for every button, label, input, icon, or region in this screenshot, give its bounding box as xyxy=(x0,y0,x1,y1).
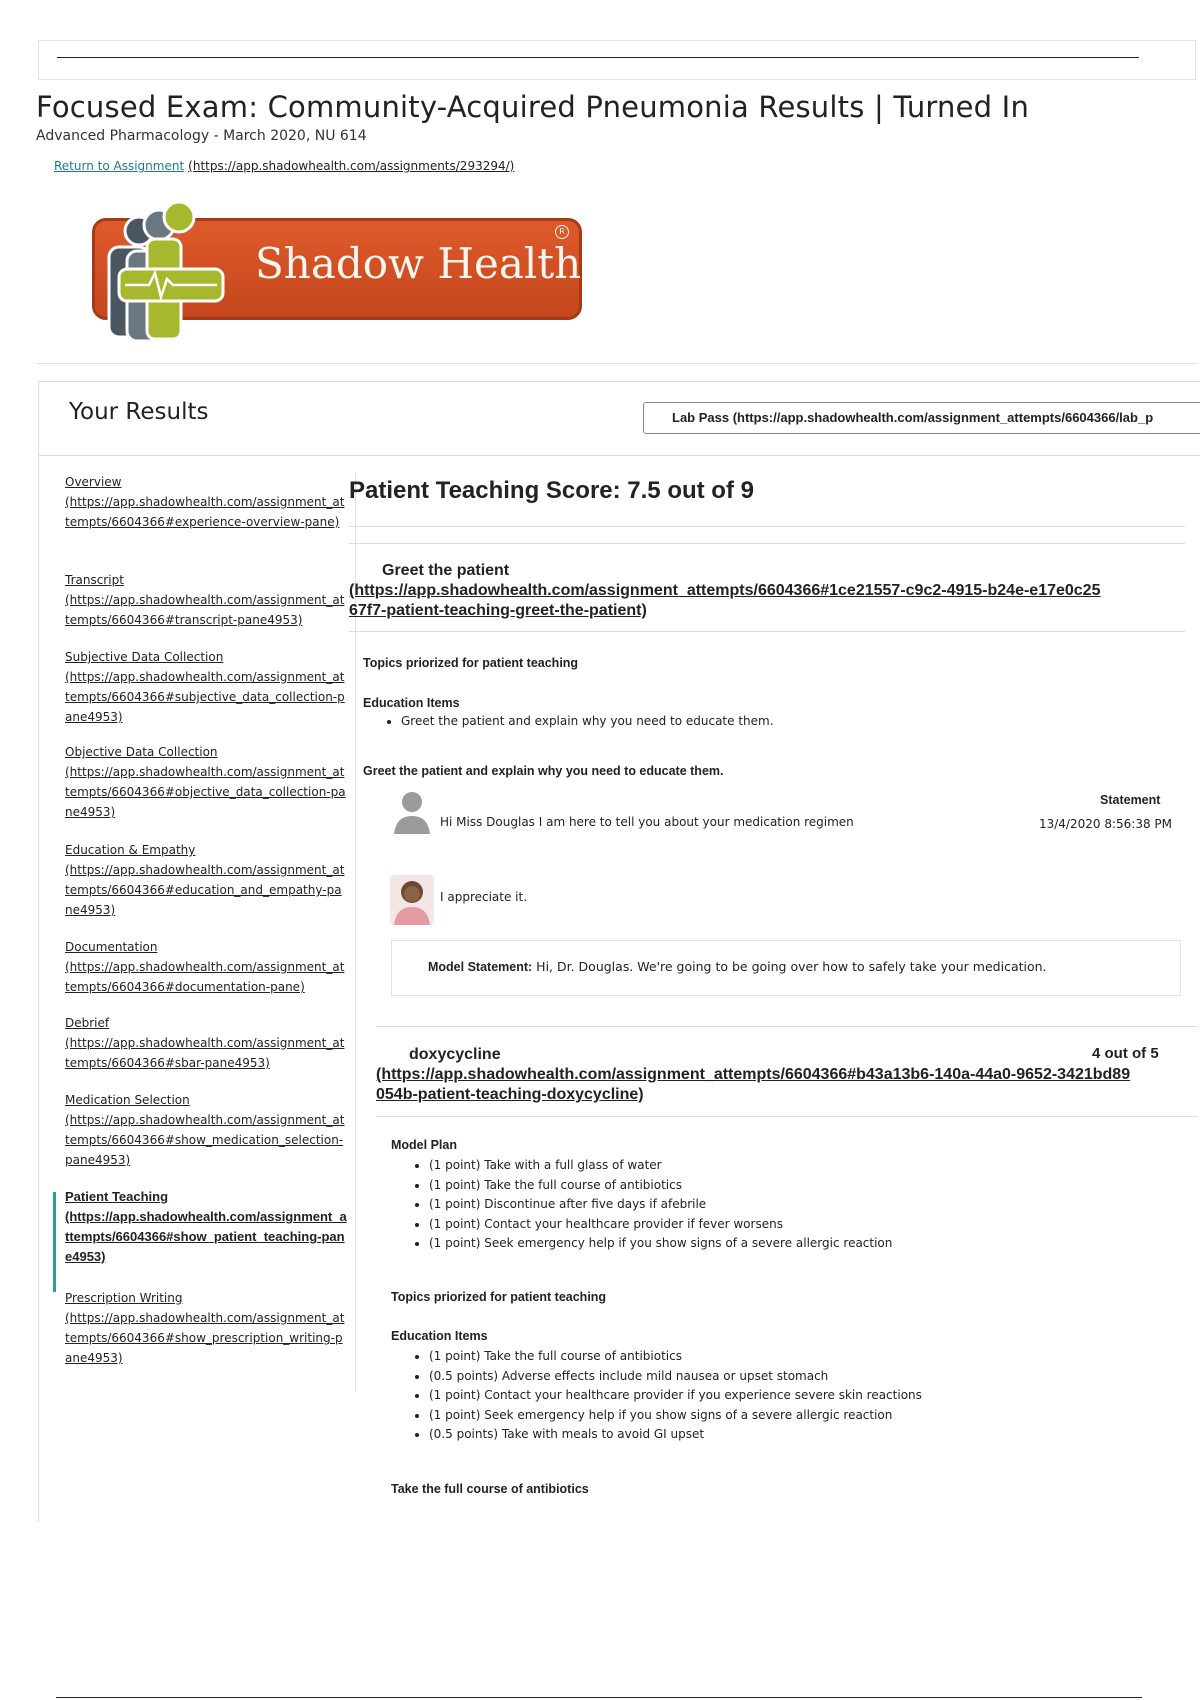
doxy-section-title xyxy=(376,1045,1136,1105)
sidebar-item-objective[interactable] xyxy=(65,742,347,822)
list-item: • Greet the patient and explain why you need to educate them. xyxy=(401,712,774,732)
greet-header-divider xyxy=(349,631,1185,632)
model-statement-label: Model Statement: xyxy=(428,960,533,974)
list-item: • (1 point) Seek emergency help if you show signs of a severe allergic reaction xyxy=(429,1406,922,1426)
sidebar-item-medication-selection[interactable] xyxy=(65,1090,347,1170)
sidebar-item-label[interactable]: Education & Empathy xyxy=(65,843,196,857)
doxy-link[interactable]: (https://app.shadowhealth.com/assignment_attempts/6604366#b43a13b6-140a-44a0-9652-3421bd89054b-patient-teaching-doxycycline) xyxy=(376,1066,1131,1103)
sidebar-item-label[interactable]: Debrief xyxy=(65,1016,110,1030)
greet-education-list xyxy=(363,712,774,732)
score-divider xyxy=(349,526,1185,527)
list-item: • (1 point) Take the full course of antibiotics xyxy=(429,1347,922,1367)
greet-bottom-divider xyxy=(376,1026,1198,1027)
top-divider xyxy=(57,57,1139,58)
list-item: • (0.5 points) Take with meals to avoid GI upset xyxy=(429,1425,922,1445)
sidebar-item-education[interactable] xyxy=(65,840,347,920)
sidebar-item-url[interactable]: (https://app.shadowhealth.com/assignment_attempts/6604366#subjective_data_collection-pane4953) xyxy=(65,670,345,724)
sidebar-item-url[interactable]: (https://app.shadowhealth.com/assignment_attempts/6604366#show_medication_selection-pane4953) xyxy=(65,1113,345,1167)
results-divider xyxy=(39,455,1200,456)
doxy-topics-label: Topics priorized for patient teaching xyxy=(391,1290,607,1304)
list-item: • (1 point) Contact your healthcare provider if fever worsens xyxy=(429,1215,892,1235)
doxy-header-divider xyxy=(376,1116,1198,1117)
return-url-link[interactable]: (https://app.shadowhealth.com/assignments/293294/) xyxy=(188,159,515,173)
statement-timestamp: 13/4/2020 8:56:38 PM xyxy=(1038,817,1172,831)
model-plan-label: Model Plan xyxy=(391,1138,457,1152)
list-item: • (0.5 points) Adverse effects include mild nausea or upset stomach xyxy=(429,1367,922,1387)
greet-topics-label: Topics priorized for patient teaching xyxy=(363,656,579,670)
sidebar-item-label[interactable]: Documentation xyxy=(65,940,158,954)
patient-avatar-icon xyxy=(390,875,434,925)
course-subtitle: Advanced Pharmacology - March 2020, NU 614 xyxy=(36,128,367,144)
model-plan-list xyxy=(391,1156,892,1254)
sidebar-item-label[interactable]: Prescription Writing xyxy=(65,1291,183,1305)
shadow-health-logo xyxy=(92,218,582,320)
greet-section-title xyxy=(349,561,1109,621)
doxy-title: doxycycline xyxy=(409,1046,501,1063)
sidebar-item-label[interactable]: Medication Selection xyxy=(65,1093,190,1107)
return-to-assignment-link[interactable]: Return to Assignment xyxy=(54,159,185,173)
sidebar-item-url[interactable]: (https://app.shadowhealth.com/assignment_attempts/6604366#transcript-pane4953) xyxy=(65,593,345,627)
sidebar-item-subjective[interactable] xyxy=(65,647,347,727)
sidebar-item-url[interactable]: (https://app.shadowhealth.com/assignment_attempts/6604366#show_patient_teaching-pane4953) xyxy=(65,1209,347,1264)
patient-statement: I appreciate it. xyxy=(440,890,528,904)
sidebar-item-label[interactable]: Objective Data Collection xyxy=(65,745,218,759)
logo-figures-icon xyxy=(99,199,229,354)
active-indicator xyxy=(53,1192,56,1292)
sidebar-item-url[interactable]: (https://app.shadowhealth.com/assignment_attempts/6604366#experience-overview-pane) xyxy=(65,495,345,529)
results-sidebar xyxy=(39,472,356,1392)
sidebar-item-url[interactable]: (https://app.shadowhealth.com/assignment_attempts/6604366#sbar-pane4953) xyxy=(65,1036,345,1070)
statement-header: Statement xyxy=(1100,793,1161,807)
doxy-footer-label: Take the full course of antibiotics xyxy=(391,1482,589,1496)
sidebar-item-url[interactable]: (https://app.shadowhealth.com/assignment_attempts/6604366#education_and_empathy-pane4953) xyxy=(65,863,345,917)
greet-top-divider xyxy=(349,543,1185,544)
top-header-box xyxy=(38,40,1196,80)
model-statement-text: Hi, Dr. Douglas. We're going to be going over how to safely take your medication. xyxy=(536,959,1047,974)
list-item: • (1 point) Take with a full glass of water xyxy=(429,1156,892,1176)
greet-education-label: Education Items xyxy=(363,696,460,710)
sidebar-item-label[interactable]: Patient Teaching xyxy=(65,1189,169,1204)
logo-text: Shadow Health xyxy=(255,239,582,288)
sidebar-item-transcript[interactable] xyxy=(65,570,347,630)
sidebar-item-overview[interactable] xyxy=(65,472,347,532)
sidebar-item-label[interactable]: Transcript xyxy=(65,573,124,587)
registered-mark: R xyxy=(555,225,569,239)
student-statement: Hi Miss Douglas I am here to tell you about your medication regimen xyxy=(440,815,854,829)
return-row xyxy=(54,159,514,173)
sidebar-item-documentation[interactable] xyxy=(65,937,347,997)
list-item: • (1 point) Seek emergency help if you show signs of a severe allergic reaction xyxy=(429,1234,892,1254)
header-divider xyxy=(36,363,1198,364)
sidebar-item-label[interactable]: Subjective Data Collection xyxy=(65,650,224,664)
results-title: Your Results xyxy=(69,399,209,425)
sidebar-item-url[interactable]: (https://app.shadowhealth.com/assignment_attempts/6604366#objective_data_collection-pane4953) xyxy=(65,765,346,819)
doxy-education-label: Education Items xyxy=(391,1329,488,1343)
sidebar-item-url[interactable]: (https://app.shadowhealth.com/assignment_attempts/6604366#documentation-pane) xyxy=(65,960,345,994)
doxy-education-list xyxy=(391,1347,922,1445)
student-avatar-icon xyxy=(392,788,432,836)
greet-subheading: Greet the patient and explain why you need to educate them. xyxy=(363,764,724,778)
greet-title: Greet the patient xyxy=(382,562,510,579)
list-item: • (1 point) Contact your healthcare provider if you experience severe skin reactions xyxy=(429,1386,922,1406)
greet-link[interactable]: (https://app.shadowhealth.com/assignment_attempts/6604366#1ce21557-c9c2-4915-b24e-e17e0c2567f7-patient-teaching-greet-the-patient) xyxy=(349,582,1101,619)
sidebar-item-patient-teaching[interactable] xyxy=(65,1187,347,1267)
page-bottom-divider xyxy=(56,1697,1142,1698)
sidebar-item-debrief[interactable] xyxy=(65,1013,347,1073)
doxy-score: 4 out of 5 xyxy=(1092,1045,1159,1062)
sidebar-item-url[interactable]: (https://app.shadowhealth.com/assignment_attempts/6604366#show_prescription_writing-pane4953) xyxy=(65,1311,345,1365)
list-item: • (1 point) Take the full course of antibiotics xyxy=(429,1176,892,1196)
model-statement-box xyxy=(391,940,1181,996)
page-title: Focused Exam: Community-Acquired Pneumonia Results | Turned In xyxy=(36,90,1030,124)
lab-pass-button[interactable]: Lab Pass (https://app.shadowhealth.com/assignment_attempts/6604366/lab_p xyxy=(643,402,1200,434)
patient-teaching-score: Patient Teaching Score: 7.5 out of 9 xyxy=(349,477,754,504)
sidebar-item-prescription-writing[interactable] xyxy=(65,1288,347,1368)
list-item: • (1 point) Discontinue after five days if afebrile xyxy=(429,1195,892,1215)
sidebar-item-label[interactable]: Overview xyxy=(65,475,122,489)
